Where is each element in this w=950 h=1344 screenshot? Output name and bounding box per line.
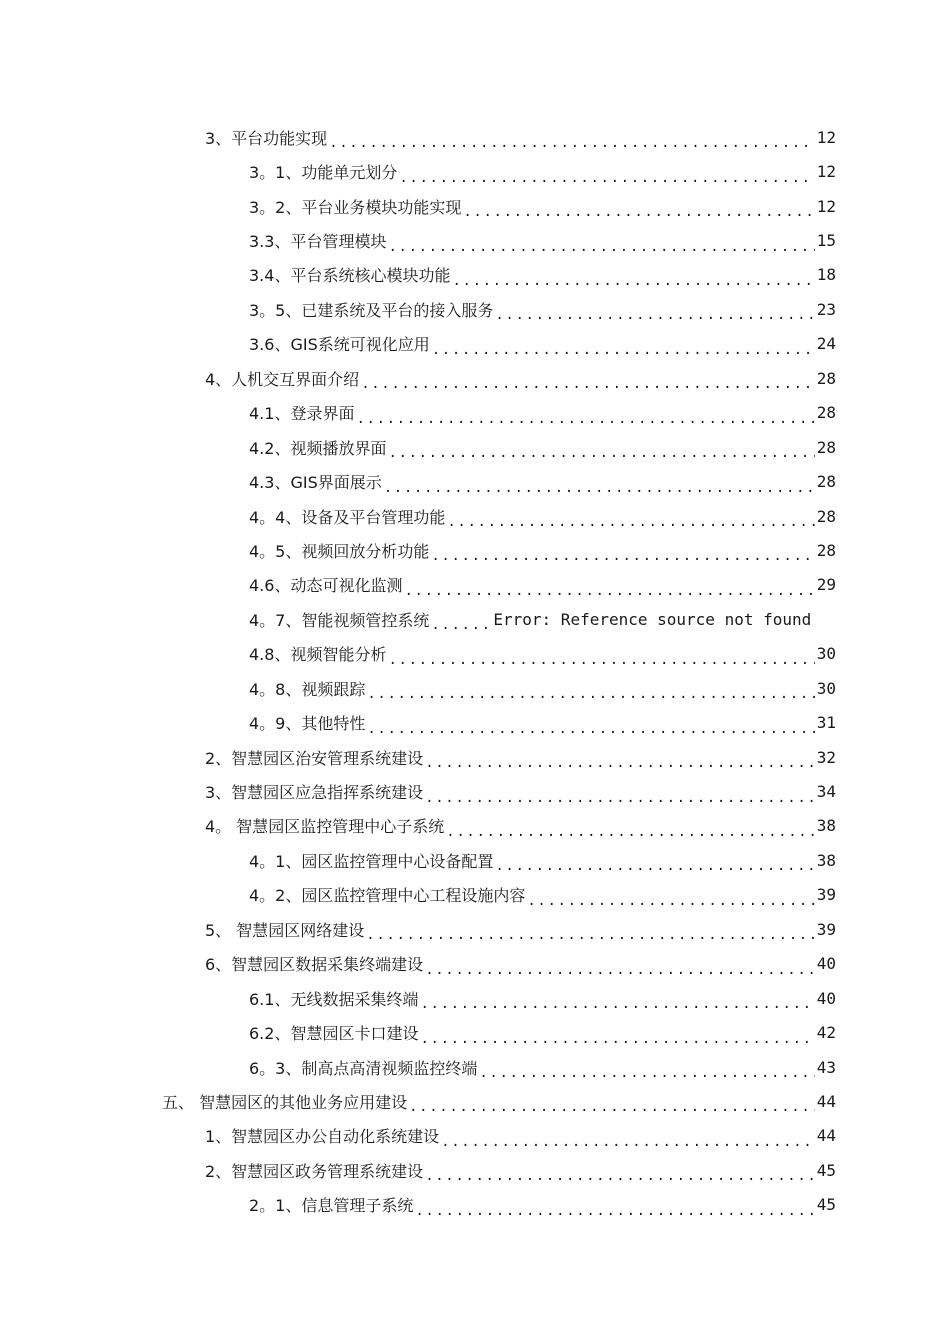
toc-entry[interactable] (0, 1153, 950, 1187)
toc-dot-leader (329, 132, 815, 148)
toc-dot-leader (415, 1200, 814, 1216)
toc-entry[interactable] (0, 637, 950, 671)
toc-dot-leader (431, 545, 814, 561)
toc-entry[interactable] (0, 464, 950, 498)
toc-entry-page-number: Error: Reference source not found (493, 609, 812, 629)
toc-dot-leader (367, 683, 814, 699)
toc-entry[interactable] (0, 774, 950, 808)
toc-entry-title: 3、智慧园区应急指挥系统建设 (205, 783, 424, 803)
toc-entry-page-number: 18 (816, 265, 836, 285)
toc-entry[interactable] (0, 120, 950, 154)
toc-dot-leader (425, 1165, 815, 1181)
toc-dot-leader (404, 580, 814, 596)
toc-entry-page-number: 12 (816, 196, 836, 216)
toc-entry-title: 4.8、视频智能分析 (249, 645, 387, 665)
toc-entry-page-number: 12 (816, 162, 836, 182)
toc-entry-title: 3。1、功能单元划分 (249, 163, 398, 183)
toc-entry-page-number: 42 (816, 1023, 836, 1043)
toc-entry-title: 4。9、其他特性 (249, 714, 366, 734)
toc-entry-title: 4.1、登录界面 (249, 404, 355, 424)
toc-entry-title: 4。5、视频回放分析功能 (249, 541, 430, 561)
toc-dot-leader (432, 339, 815, 355)
toc-entry-page-number: 43 (816, 1057, 836, 1077)
toc-dot-leader (388, 442, 814, 458)
toc-dot-leader (425, 752, 815, 768)
toc-entry-page-number: 38 (816, 850, 836, 870)
toc-entry-page-number: 39 (816, 919, 836, 939)
toc-dot-leader (446, 821, 814, 837)
toc-entry-page-number: 28 (816, 403, 836, 423)
toc-entry-title: 3、平台功能实现 (205, 128, 328, 148)
toc-dot-leader (527, 890, 814, 906)
toc-entry-title: 4。4、设备及平台管理功能 (249, 507, 446, 527)
toc-entry-title: 4。8、视频跟踪 (249, 679, 366, 699)
toc-entry-title: 4。2、园区监控管理中心工程设施内容 (249, 886, 526, 906)
toc-dot-leader (356, 408, 814, 424)
toc-entry[interactable] (0, 912, 950, 946)
toc-entry-page-number: 28 (816, 540, 836, 560)
toc-entry-title: 3.3、平台管理模块 (249, 232, 387, 252)
toc-entry-page-number: 40 (816, 954, 836, 974)
toc-entry-page-number: 38 (816, 816, 836, 836)
toc-entry-page-number: 15 (816, 231, 836, 251)
toc-dot-leader (420, 1028, 814, 1044)
toc-entry-title: 2、智慧园区政务管理系统建设 (205, 1161, 424, 1181)
toc-dot-leader (447, 511, 814, 527)
toc-entry[interactable] (0, 1188, 950, 1222)
toc-entry-page-number: 44 (816, 1091, 836, 1111)
toc-entry-page-number: 30 (816, 678, 836, 698)
toc-entry-title: 4。7、智能视频管控系统 (249, 610, 430, 630)
toc-entry[interactable] (0, 223, 950, 257)
toc-dot-leader (361, 373, 815, 389)
toc-entry-title: 4。1、园区监控管理中心设备配置 (249, 851, 494, 871)
toc-entry[interactable] (0, 430, 950, 464)
toc-entry[interactable] (0, 327, 950, 361)
toc-entry[interactable] (0, 396, 950, 430)
toc-entry-title: 3。2、平台业务模块功能实现 (249, 197, 462, 217)
toc-entry-title: 4.2、视频播放界面 (249, 438, 387, 458)
toc-entry-title: 3.4、平台系统核心模块功能 (249, 266, 451, 286)
toc-entry-title: 2、智慧园区治安管理系统建设 (205, 748, 424, 768)
toc-entry[interactable] (0, 878, 950, 912)
toc-entry-page-number: 28 (816, 506, 836, 526)
toc-dot-leader (495, 304, 814, 320)
toc-entry-title: 4.6、动态可视化监测 (249, 576, 403, 596)
toc-dot-leader (452, 270, 814, 286)
toc-entry[interactable] (0, 533, 950, 567)
toc-entry[interactable] (0, 1050, 950, 1084)
toc-entry-page-number: 44 (816, 1126, 836, 1146)
toc-dot-leader (441, 1131, 815, 1147)
toc-entry-page-number: 28 (816, 368, 836, 388)
toc-entry-page-number: 30 (816, 644, 836, 664)
toc-dot-leader (399, 167, 814, 183)
toc-entry[interactable] (0, 154, 950, 188)
toc-dot-leader (388, 649, 814, 665)
toc-entry-title: 6。3、制高点高清视频监控终端 (249, 1058, 478, 1078)
toc-dot-leader (425, 787, 815, 803)
toc-entry[interactable] (0, 1084, 950, 1118)
toc-entry[interactable] (0, 1015, 950, 1049)
toc-dot-leader (367, 718, 814, 734)
toc-dot-leader (384, 477, 815, 493)
toc-entry-title: 4.3、GIS界面展示 (249, 473, 382, 493)
toc-entry-title: 4。 智慧园区监控管理中心子系统 (205, 817, 445, 837)
toc-entry[interactable] (0, 809, 950, 843)
toc-entry-title: 2。1、信息管理子系统 (249, 1196, 414, 1216)
toc-dot-leader (431, 614, 491, 630)
toc-entry-page-number: 23 (816, 299, 836, 319)
toc-entry[interactable] (0, 189, 950, 223)
toc-entry-page-number: 32 (816, 747, 836, 767)
table-of-contents (0, 120, 950, 1222)
toc-dot-leader (420, 993, 814, 1009)
toc-entry-title: 6、智慧园区数据采集终端建设 (205, 955, 424, 975)
toc-entry-title: 4、人机交互界面介绍 (205, 369, 360, 389)
toc-entry-page-number: 31 (816, 713, 836, 733)
toc-dot-leader (463, 201, 814, 217)
toc-entry-page-number: 45 (816, 1160, 836, 1180)
toc-dot-leader (388, 236, 814, 252)
toc-entry[interactable] (0, 705, 950, 739)
toc-entry-page-number: 28 (816, 472, 836, 492)
toc-entry-title: 3。5、已建系统及平台的接入服务 (249, 300, 494, 320)
toc-dot-leader (479, 1062, 814, 1078)
toc-entry[interactable] (0, 740, 950, 774)
toc-entry-page-number: 39 (816, 885, 836, 905)
toc-entry-title: 五、 智慧园区的其他业务应用建设 (162, 1092, 408, 1112)
toc-entry-title: 1、智慧园区办公自动化系统建设 (205, 1127, 440, 1147)
toc-dot-leader (409, 1096, 815, 1112)
toc-entry-page-number: 45 (816, 1195, 836, 1215)
toc-entry[interactable] (0, 258, 950, 292)
toc-entry-page-number: 28 (816, 437, 836, 457)
toc-entry[interactable] (0, 981, 950, 1015)
toc-entry[interactable] (0, 1119, 950, 1153)
toc-entry-page-number: 34 (816, 782, 836, 802)
toc-entry-title: 5、 智慧园区网络建设 (205, 920, 365, 940)
toc-dot-leader (495, 855, 814, 871)
toc-entry[interactable] (0, 843, 950, 877)
toc-entry[interactable] (0, 568, 950, 602)
toc-entry-title: 3.6、GIS系统可视化应用 (249, 335, 430, 355)
toc-entry[interactable] (0, 292, 950, 326)
toc-dot-leader (366, 924, 814, 940)
toc-entry-page-number: 12 (816, 127, 836, 147)
toc-dot-leader (425, 959, 815, 975)
toc-entry-page-number: 24 (816, 334, 836, 354)
toc-entry[interactable] (0, 602, 950, 636)
toc-entry-title: 6.1、无线数据采集终端 (249, 989, 419, 1009)
toc-entry[interactable] (0, 947, 950, 981)
toc-entry[interactable] (0, 499, 950, 533)
toc-entry[interactable] (0, 361, 950, 395)
toc-entry[interactable] (0, 671, 950, 705)
toc-entry-page-number: 40 (816, 988, 836, 1008)
toc-entry-title: 6.2、智慧园区卡口建设 (249, 1024, 419, 1044)
toc-entry-page-number: 29 (816, 575, 836, 595)
